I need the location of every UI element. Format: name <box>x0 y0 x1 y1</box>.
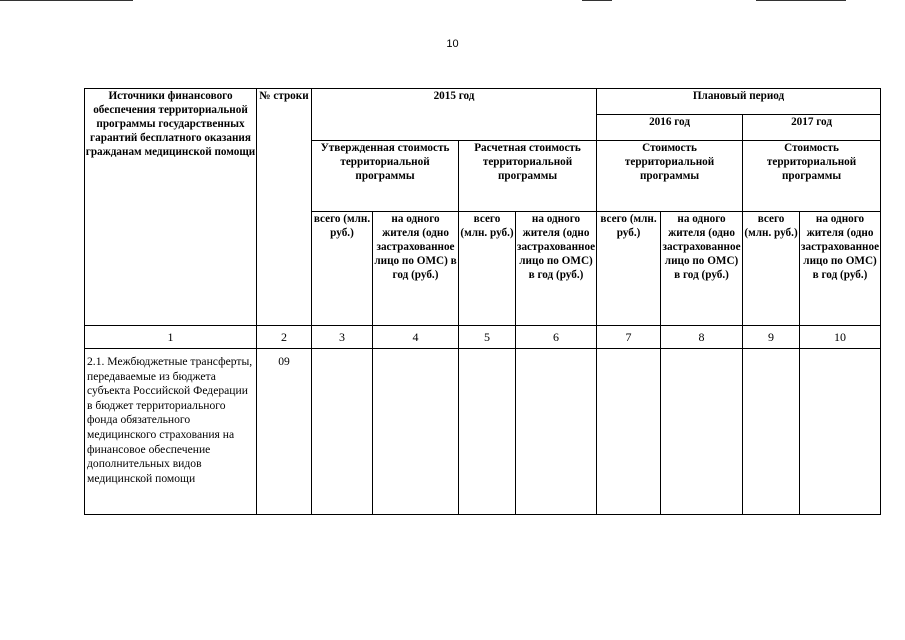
scan-edge-line <box>0 0 133 1</box>
value-cell <box>459 349 516 515</box>
column-number: 10 <box>800 326 881 349</box>
column-number: 9 <box>743 326 800 349</box>
header-per-capita-2017: на одного жителя (одно застрахованное лицо по ОМС) в год (руб.) <box>800 212 881 326</box>
row-number: 09 <box>257 349 312 515</box>
header-row-number: № строки <box>257 89 312 326</box>
value-cell <box>743 349 800 515</box>
value-cell <box>661 349 743 515</box>
column-number: 4 <box>373 326 459 349</box>
column-number: 8 <box>661 326 743 349</box>
value-cell <box>312 349 373 515</box>
header-estimated-cost: Расчетная стоимость территориальной программы <box>459 141 597 212</box>
header-cost-2016: Стоимость территориальной программы <box>597 141 743 212</box>
column-number-row <box>85 326 881 349</box>
header-year-2016: 2016 год <box>597 115 743 141</box>
header-year-2015: 2015 год <box>312 89 597 141</box>
column-number: 1 <box>85 326 257 349</box>
value-cell <box>516 349 597 515</box>
column-number: 2 <box>257 326 312 349</box>
header-cost-2017: Стоимость территориальной программы <box>743 141 881 212</box>
header-total-2015-estimated: всего (млн. руб.) <box>459 212 516 326</box>
column-number: 6 <box>516 326 597 349</box>
header-total-2015-approved: всего (млн. руб.) <box>312 212 373 326</box>
header-total-2017: всего (млн. руб.) <box>743 212 800 326</box>
header-sources: Источники финансового обеспечения территориальной программы государственных гарантий бесплатного оказания гражданам медицинской помощи <box>85 89 257 326</box>
scan-edge-line <box>582 0 612 1</box>
column-number: 7 <box>597 326 661 349</box>
header-per-capita-2015-estimated: на одного жителя (одно застрахованное лицо по ОМС) в год (руб.) <box>516 212 597 326</box>
header-per-capita-2015-approved: на одного жителя (одно застрахованное лицо по ОМС) в год (руб.) <box>373 212 459 326</box>
column-number: 5 <box>459 326 516 349</box>
value-cell <box>373 349 459 515</box>
header-total-2016: всего (млн. руб.) <box>597 212 661 326</box>
header-year-2017: 2017 год <box>743 115 881 141</box>
value-cell <box>597 349 661 515</box>
row-source-label: 2.1. Межбюджетные трансферты, передаваемые из бюджета субъекта Российской Федерации в бюджет территориального фонда обязательного медицинского страхования на финансовое обеспечение дополнительных видов медицинской помощи <box>85 349 257 515</box>
header-approved-cost: Утвержденная стоимость территориальной программы <box>312 141 459 212</box>
value-cell <box>800 349 881 515</box>
financing-table <box>84 88 881 515</box>
column-number: 3 <box>312 326 373 349</box>
scan-edge-line <box>756 0 846 1</box>
page-number: 10 <box>446 38 459 50</box>
header-per-capita-2016: на одного жителя (одно застрахованное лицо по ОМС) в год (руб.) <box>661 212 743 326</box>
table-row <box>85 349 881 515</box>
header-planned-period: Плановый период <box>597 89 881 115</box>
